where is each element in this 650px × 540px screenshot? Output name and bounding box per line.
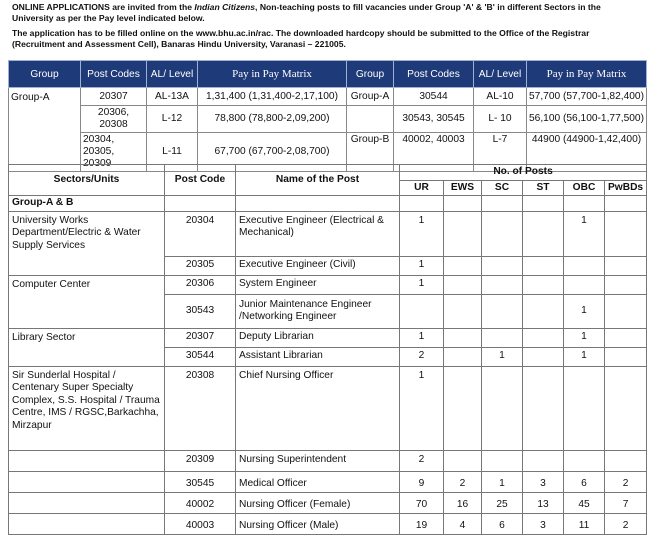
pay-header-pay-2: Pay in Pay Matrix	[527, 61, 647, 88]
post-count-sc	[482, 211, 523, 256]
post-code: 20306	[165, 275, 236, 294]
post-count-obc: 1	[564, 347, 605, 366]
post-count-sc	[482, 366, 523, 450]
post-count-sc: 25	[482, 492, 523, 513]
pay-header-level-2: AL/ Level	[474, 61, 527, 88]
post-count-pwbds: 2	[605, 471, 647, 492]
posts-table	[8, 164, 647, 535]
post-code: 20305	[165, 256, 236, 275]
pay-codes: 30544	[394, 88, 474, 106]
post-code: 30544	[165, 347, 236, 366]
post-count-ur: 1	[400, 211, 444, 256]
pay-header-group-2: Group	[347, 61, 394, 88]
post-code: 20308	[165, 366, 236, 450]
post-count-obc	[564, 256, 605, 275]
post-name: Deputy Librarian	[236, 328, 400, 347]
pay-level: AL-13A	[147, 88, 198, 106]
post-count-obc: 6	[564, 471, 605, 492]
post-name: Executive Engineer (Electrical & Mechanical)	[236, 211, 400, 256]
pay-level: AL-10	[474, 88, 527, 106]
post-name: Nursing Officer (Female)	[236, 492, 400, 513]
post-count-ur: 19	[400, 513, 444, 534]
post-code: 40003	[165, 513, 236, 534]
post-name: Executive Engineer (Civil)	[236, 256, 400, 275]
post-count-ur: 1	[400, 328, 444, 347]
intro-text	[12, 2, 642, 54]
post-count-pwbds	[605, 366, 647, 450]
post-count-ews	[444, 211, 482, 256]
post-count-ur	[400, 294, 444, 328]
post-count-st: 13	[523, 492, 564, 513]
post-count-sc: 1	[482, 347, 523, 366]
sector-name-empty	[9, 450, 165, 471]
pay-value: 1,31,400 (1,31,400-2,17,100)	[198, 88, 347, 106]
post-count-ews	[444, 275, 482, 294]
header-post-name: Name of the Post	[236, 165, 400, 196]
post-code: 30543	[165, 294, 236, 328]
header-obc: OBC	[564, 180, 605, 196]
post-count-ews	[444, 450, 482, 471]
post-count-sc	[482, 450, 523, 471]
post-count-ur: 1	[400, 256, 444, 275]
sector-name-empty	[9, 471, 165, 492]
sector-name: Sir Sunderlal Hospital / Centenary Super Specialty Complex, S.S. Hospital / Trauma Centre, IMS / RGSC,Barkachha, Mirzapur	[9, 366, 165, 450]
post-count-ews: 16	[444, 492, 482, 513]
post-code: 20304	[165, 211, 236, 256]
post-count-obc	[564, 275, 605, 294]
post-count-pwbds: 7	[605, 492, 647, 513]
post-count-pwbds	[605, 275, 647, 294]
post-count-st: 3	[523, 471, 564, 492]
pay-group: Group-A	[347, 88, 394, 106]
post-count-st	[523, 275, 564, 294]
post-code: 20307	[165, 328, 236, 347]
post-count-sc	[482, 328, 523, 347]
header-pwbds: PwBDs	[605, 180, 647, 196]
pay-group	[347, 106, 394, 133]
post-count-obc	[564, 366, 605, 450]
table-row	[9, 450, 647, 471]
pay-header-row	[9, 61, 647, 88]
post-count-pwbds	[605, 347, 647, 366]
intro-paragraph-1: ONLINE APPLICATIONS are invited from the Indian Citizens, Non-teaching posts to fill vacancies under Group 'A' & 'B' in different Sectors in the University as per the Pay level indicated below.	[12, 2, 601, 23]
sector-name: Computer Center	[9, 275, 165, 328]
pay-value: 67,700 (67,700-2,08,700)	[198, 133, 347, 172]
pay-level: L-7	[474, 133, 527, 172]
post-count-ews: 2	[444, 471, 482, 492]
pay-group: Group-B	[347, 133, 394, 172]
post-count-obc: 45	[564, 492, 605, 513]
post-count-sc: 6	[482, 513, 523, 534]
post-count-ur: 2	[400, 347, 444, 366]
post-count-pwbds: 2	[605, 513, 647, 534]
pay-codes: 30543, 30545	[394, 106, 474, 133]
sector-name-empty	[9, 492, 165, 513]
table-row	[9, 211, 647, 256]
sector-name-empty	[9, 513, 165, 534]
pay-level: L- 10	[474, 106, 527, 133]
post-count-obc: 1	[564, 211, 605, 256]
pay-left-group: Group-A	[9, 88, 81, 172]
post-name: Assistant Librarian	[236, 347, 400, 366]
post-count-sc	[482, 275, 523, 294]
post-code: 20309	[165, 450, 236, 471]
post-count-st	[523, 328, 564, 347]
post-count-ews	[444, 256, 482, 275]
header-sc: SC	[482, 180, 523, 196]
post-name: System Engineer	[236, 275, 400, 294]
post-name: Nursing Superintendent	[236, 450, 400, 471]
post-count-pwbds	[605, 328, 647, 347]
post-name: Medical Officer	[236, 471, 400, 492]
post-count-st	[523, 294, 564, 328]
post-code: 30545	[165, 471, 236, 492]
post-count-sc	[482, 294, 523, 328]
pay-value: 57,700 (57,700-1,82,400)	[527, 88, 647, 106]
pay-level: L-12	[147, 106, 198, 133]
post-count-obc: 11	[564, 513, 605, 534]
posts-header-row	[9, 165, 647, 181]
pay-row	[9, 106, 647, 133]
pay-codes: 20306, 20308	[81, 106, 147, 133]
pay-level: L-11	[147, 133, 198, 172]
post-name: Junior Maintenance Engineer /Networking Engineer	[236, 294, 400, 328]
post-count-pwbds	[605, 256, 647, 275]
pay-value: 44900 (44900-1,42,400)	[527, 133, 647, 172]
table-row	[9, 328, 647, 347]
header-no-of-posts: No. of Posts	[400, 165, 647, 181]
pay-value: 56,100 (56,100-1,77,500)	[527, 106, 647, 133]
post-count-ews	[444, 347, 482, 366]
post-name: Chief Nursing Officer	[236, 366, 400, 450]
pay-codes: 40002, 40003	[394, 133, 474, 172]
post-count-ews	[444, 328, 482, 347]
post-count-ews	[444, 366, 482, 450]
post-count-ur: 70	[400, 492, 444, 513]
table-row	[9, 471, 647, 492]
post-count-pwbds	[605, 211, 647, 256]
table-row	[9, 366, 647, 450]
post-count-obc: 1	[564, 294, 605, 328]
post-count-pwbds	[605, 294, 647, 328]
post-count-st	[523, 450, 564, 471]
intro-paragraph-2: The application has to be filled online on the www.bhu.ac.in/rac. The downloaded hardcopy should be submitted to the Office of the Registrar (Recruitment and Assessment Cell), Banaras Hindu University, Varanasi – 221005.	[12, 28, 590, 49]
pay-header-codes-2: Post Codes	[394, 61, 474, 88]
header-st: ST	[523, 180, 564, 196]
header-ews: EWS	[444, 180, 482, 196]
header-ur: UR	[400, 180, 444, 196]
post-count-st	[523, 256, 564, 275]
pay-codes: 20304, 20305, 20309	[81, 133, 147, 172]
post-count-ur: 1	[400, 275, 444, 294]
pay-matrix-table	[8, 60, 647, 172]
post-count-ews	[444, 294, 482, 328]
post-name: Nursing Officer (Male)	[236, 513, 400, 534]
post-count-ur: 2	[400, 450, 444, 471]
pay-header-group: Group	[9, 61, 81, 88]
sector-name: University Works Department/Electric & Water Supply Services	[9, 211, 165, 275]
group-label: Group-A & B	[9, 196, 165, 212]
post-count-st	[523, 211, 564, 256]
pay-row	[9, 88, 647, 106]
post-count-obc	[564, 450, 605, 471]
post-count-sc: 1	[482, 471, 523, 492]
post-count-obc: 1	[564, 328, 605, 347]
post-count-ur: 9	[400, 471, 444, 492]
group-label-row	[9, 196, 647, 212]
pay-header-level: AL/ Level	[147, 61, 198, 88]
post-count-st	[523, 347, 564, 366]
table-row	[9, 275, 647, 294]
pay-header-codes: Post Codes	[81, 61, 147, 88]
post-count-sc	[482, 256, 523, 275]
post-count-ews: 4	[444, 513, 482, 534]
pay-header-pay: Pay in Pay Matrix	[198, 61, 347, 88]
post-count-st: 3	[523, 513, 564, 534]
post-count-pwbds	[605, 450, 647, 471]
post-count-st	[523, 366, 564, 450]
header-post-code: Post Code	[165, 165, 236, 196]
post-code: 40002	[165, 492, 236, 513]
post-count-ur: 1	[400, 366, 444, 450]
table-row	[9, 513, 647, 534]
header-sector: Sectors/Units	[9, 165, 165, 196]
pay-value: 78,800 (78,800-2,09,200)	[198, 106, 347, 133]
pay-codes: 20307	[81, 88, 147, 106]
sector-name: Library Sector	[9, 328, 165, 366]
table-row	[9, 492, 647, 513]
